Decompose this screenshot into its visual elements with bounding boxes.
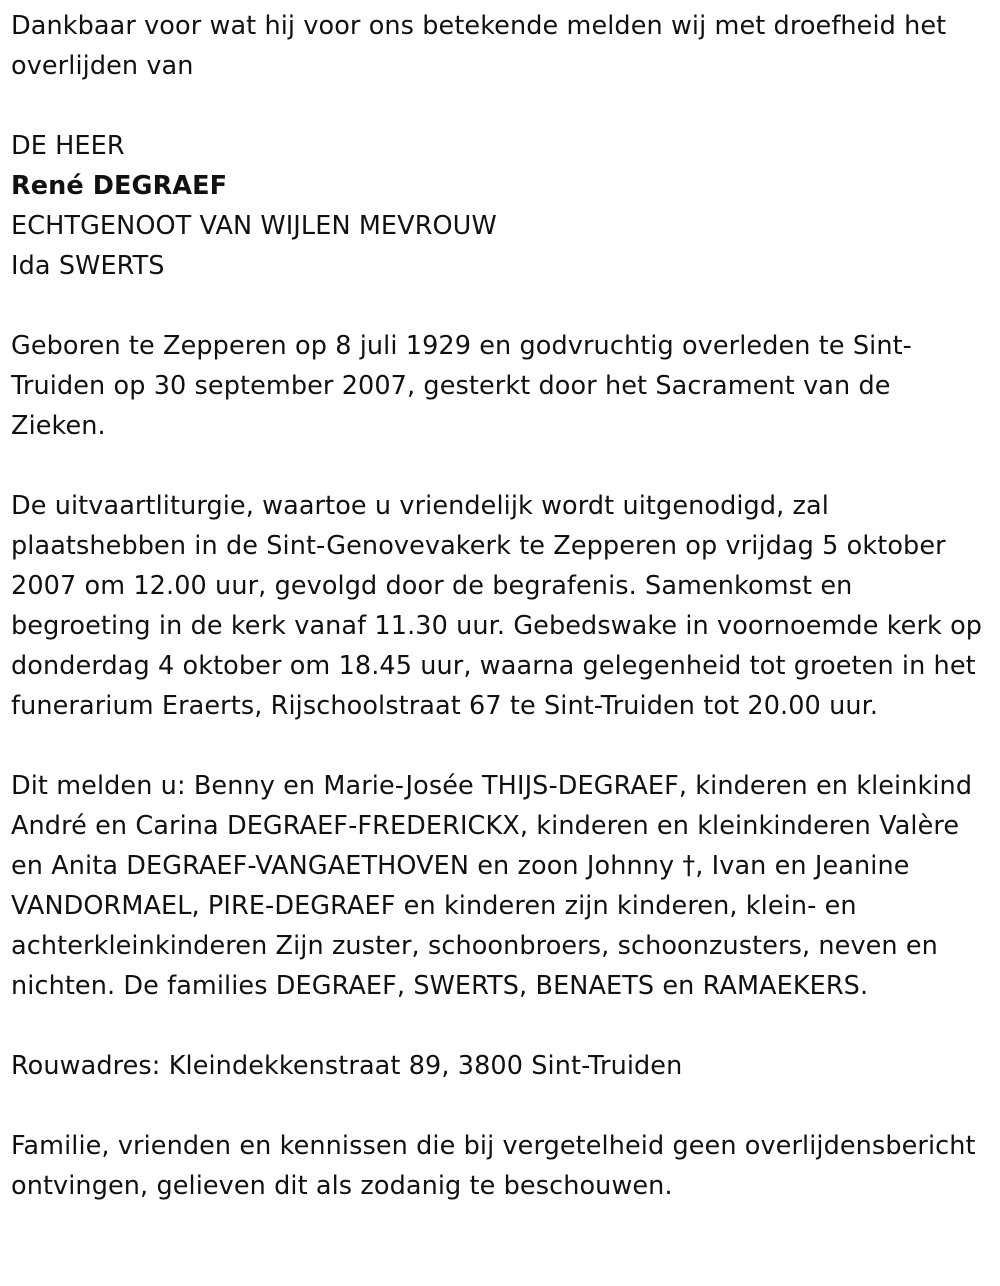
- intro-paragraph: Dankbaar voor wat hij voor ons betekende melden wij met droefheid het overlijden van: [11, 11, 947, 81]
- title-line: DE HEER: [11, 131, 125, 161]
- spacer: [11, 726, 990, 766]
- birth-death-paragraph: Geboren te Zepperen op 8 juli 1929 en godvruchtig overleden te Sint-Truiden op 30 september 2007, gesterkt door het Sacrament van de Zieken.: [11, 331, 912, 441]
- spacer: [11, 1086, 990, 1126]
- deceased-name: René DEGRAEF: [11, 171, 228, 201]
- spacer: [11, 86, 990, 126]
- spouse-label: ECHTGENOOT VAN WIJLEN MEVROUW: [11, 211, 497, 241]
- spacer: [11, 286, 990, 326]
- closing-paragraph: Familie, vrienden en kennissen die bij vergetelheid geen overlijdensbericht ontvingen, gelieven dit als zodanig te beschouwen.: [11, 1131, 976, 1201]
- funeral-paragraph: De uitvaartliturgie, waartoe u vriendelijk wordt uitgenodigd, zal plaatshebben in de Sint-Genovevakerk te Zepperen op vrijdag 5 oktober 2007 om 12.00 uur, gevolgd door de begrafenis. Samenkomst en begroeting in de kerk vanaf 11.30 uur. Gebedswake in voornoemde kerk op donderdag 4 oktober om 18.45 uur, waarna gelegenheid tot groeten in het funerarium Eraerts, Rijschoolstraat 67 te Sint-Truiden tot 20.00 uur.: [11, 491, 983, 721]
- announcers-paragraph: Dit melden u: Benny en Marie-Josée THIJS-DEGRAEF, kinderen en kleinkind André en Carina DEGRAEF-FREDERICKX, kinderen en kleinkinderen Valère en Anita DEGRAEF-VANGAETHOVEN en zoon Johnny †, Ivan en Jeanine VANDORMAEL, PIRE-DEGRAEF en kinderen zijn kinderen, klein- en achterkleinkinderen Zijn zuster, schoonbroers, schoonzusters, neven en nichten. De families DEGRAEF, SWERTS, BENAETS en RAMAEKERS.: [11, 771, 973, 1001]
- spacer: [11, 446, 990, 486]
- mourning-address: Rouwadres: Kleindekkenstraat 89, 3800 Sint-Truiden: [11, 1051, 683, 1081]
- spouse-name: Ida SWERTS: [11, 251, 165, 281]
- spacer: [11, 1006, 990, 1046]
